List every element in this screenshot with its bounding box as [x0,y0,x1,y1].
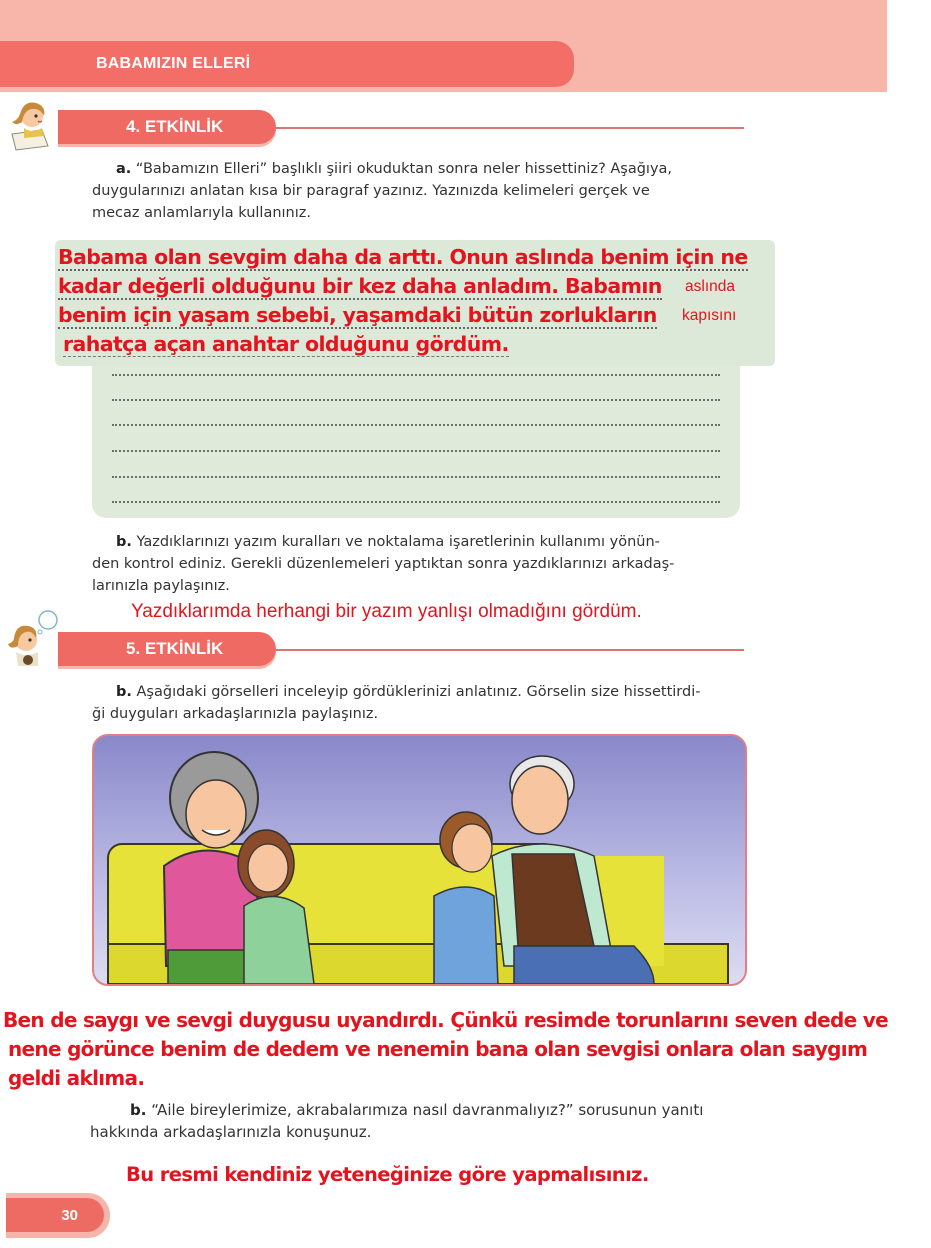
writing-line[interactable] [112,476,720,478]
prompt-line [92,158,742,180]
writing-line[interactable] [112,374,720,376]
writing-line[interactable] [112,501,720,503]
activity-5-label: 5. ETKİNLİK [126,639,224,658]
prompt-line: larınızla paylaşınız. [92,578,230,594]
girl-thinking-icon [2,610,60,670]
heading-rule [276,127,744,129]
answer-text: kadar değerli olduğunu bir kez daha anladım. Babamın [58,274,662,298]
writing-line[interactable] [112,450,720,452]
prompt-line: den kontrol ediniz. Gerekli düzenlemeleri yaptıktan sonra yazdıklarınızı arkadaş- [92,556,675,572]
chapter-title: BABAMIZIN ELLERİ [96,55,251,72]
activity-4b-answer: Yazdıklarımda herhangi bir yazım yanlışı olmadığını gördüm. [131,601,642,622]
final-note: Bu resmi kendiniz yeteneğinize göre yapmalısınız. [126,1163,649,1186]
prompt-line: ği duyguları arkadaşlarınızla paylaşınız. [92,706,379,722]
family-illustration [92,734,747,986]
prompt-line [90,1099,890,1121]
answer-line [58,330,773,359]
chapter-title-pill [0,41,574,87]
heading-rule [276,649,744,651]
answer-text-small: aslında [685,278,735,295]
prompt-text: Aşağıdaki görselleri inceleyip gördüklerinizi anlatınız. Görselin size hissettirdi- [136,684,701,700]
activity-4-label: 4. ETKİNLİK [126,117,224,136]
answer-line: nene görünce benim de dedem ve nenemin bana olan sevgisi onlara olan saygım [8,1037,868,1061]
item-marker: b. [130,1101,147,1119]
activity-4a-prompt [92,158,742,224]
prompt-line [92,531,742,553]
answer-line: Ben de saygı ve sevgi duygusu uyandırdı. Çünkü resimde torunlarını seven dede ve [3,1008,888,1032]
page-number: 30 [61,1206,78,1224]
prompt-line: hakkında arkadaşlarınızla konuşunuz. [90,1123,372,1141]
answer-text: Babama olan sevgim daha da arttı. Onun aslında benim için ne [58,245,748,269]
prompt-line: mecaz anlamlarıyla kullanınız. [92,205,311,221]
activity-5-badge [58,632,276,666]
activity-4-answer [58,243,773,359]
writing-line[interactable] [112,424,720,426]
answer-line [58,272,773,301]
family-on-sofa-illustration [94,736,745,984]
activity-5-heading [0,632,760,668]
prompt-line [92,681,742,703]
activity-4-badge [58,110,276,144]
prompt-line: duygularınızı anlatan kısa bir paragraf yazınız. Yazınızda kelimeleri gerçek ve [92,183,650,199]
item-marker: a. [116,161,132,177]
activity-4b-prompt [92,531,742,597]
answer-line: geldi aklıma. [8,1066,145,1090]
activity-5b-prompt [92,681,742,725]
activity-4-heading [0,110,760,146]
page-number-inner [6,1198,104,1232]
item-marker: b. [116,534,132,550]
prompt-text: “Aile bireylerimize, akrabalarımıza nasıl davranmalıyız?” sorusunun yanıtı [151,1101,704,1119]
girl-reading-icon [2,100,60,152]
page-number-badge [6,1193,110,1238]
item-marker: b. [116,684,132,700]
answer-text-small: kapısını [682,307,737,324]
prompt-text: “Babamızın Elleri” başlıklı şiiri okuduktan sonra neler hissettiniz? Aşağıya, [135,161,673,177]
writing-line[interactable] [112,399,720,401]
prompt-text: Yazdıklarınızı yazım kuralları ve noktalama işaretlerinin kullanımı yönün- [136,534,660,550]
answer-line [58,243,773,272]
answer-line [58,301,773,330]
answer-text: benim için yaşam sebebi, yaşamdaki bütün zorlukların [58,303,657,327]
activity-5b2-prompt [90,1099,890,1143]
activity-5-answer [3,1006,931,1093]
answer-text: rahatça açan anahtar olduğunu gördüm. [63,332,509,356]
